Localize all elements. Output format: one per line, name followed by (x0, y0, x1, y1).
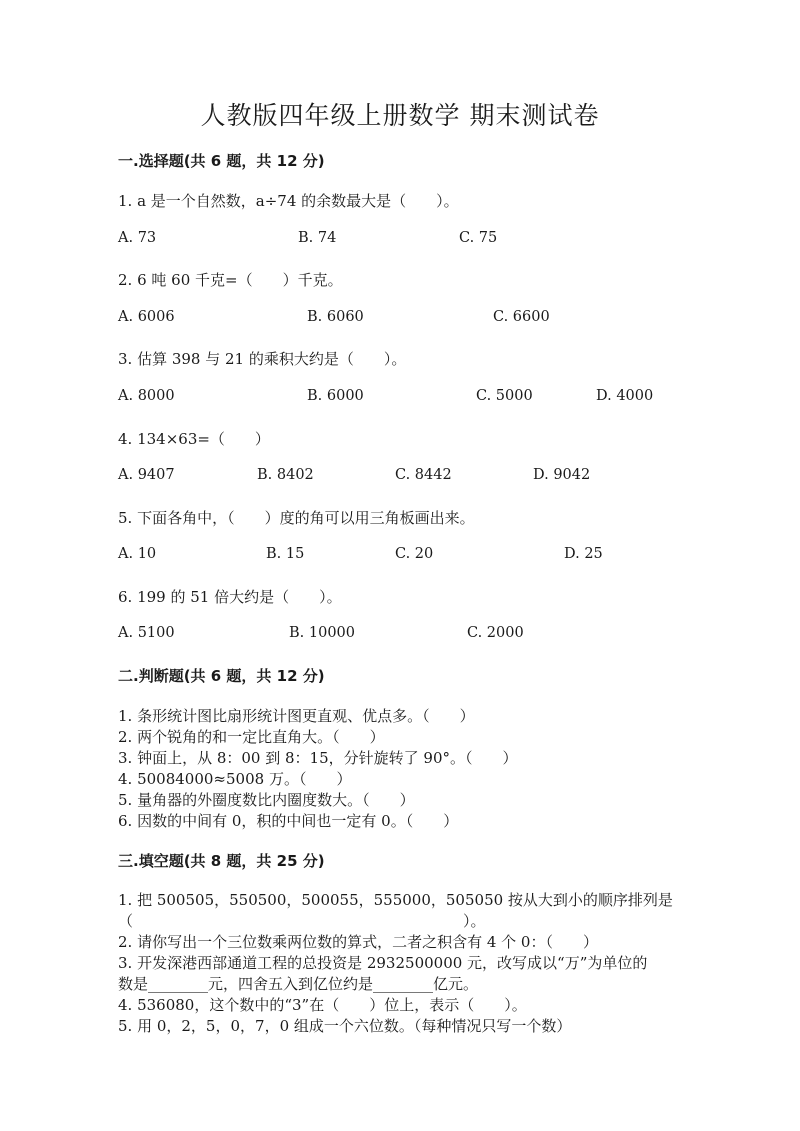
option: D. 25 (564, 546, 603, 562)
section-heading-choice: 一.选择题(共 6 题，共 12 分) (118, 152, 325, 170)
option: B. 6060 (307, 309, 364, 325)
question-stem: 4. 134×63=（ ） (118, 430, 270, 448)
judgment-item: 3. 钟面上，从 8：00 到 8：15，分针旋转了 90°。（ ） (118, 749, 518, 767)
judgment-item: 6. 因数的中间有 0，积的中间也一定有 0。（ ） (118, 812, 459, 830)
option: B. 74 (298, 230, 337, 246)
section-heading-judgment: 二.判断题(共 6 题，共 12 分) (118, 667, 325, 685)
option: C. 2000 (467, 625, 524, 641)
fill-item-line: 数是________元，四舍五入到亿位约是________亿元。 (118, 975, 479, 993)
question-stem: 3. 估算 398 与 21 的乘积大约是（ ）。 (118, 350, 407, 368)
fill-item-line: 1. 把 500505，550500，500055，555000，505050 按从大到小的顺序排列是 (118, 891, 673, 909)
option: C. 20 (395, 546, 434, 562)
option: A. 10 (118, 546, 157, 562)
judgment-item: 4. 50084000≈5008 万。（ ） (118, 770, 352, 788)
option: B. 6000 (307, 388, 364, 404)
option: A. 6006 (118, 309, 175, 325)
option: A. 73 (118, 230, 157, 246)
section-heading-fill: 三.填空题(共 8 题，共 25 分) (118, 852, 325, 870)
fill-item-line: 2. 请你写出一个三位数乘两位数的算式，二者之积含有 4 个 0：（ ） (118, 933, 598, 951)
judgment-item: 1. 条形统计图比扇形统计图更直观、优点多。（ ） (118, 707, 475, 725)
option: C. 5000 (476, 388, 533, 404)
option: A. 8000 (118, 388, 175, 404)
fill-item-line: 5. 用 0，2，5，0，7，0 组成一个六位数。（每种情况只写一个数） (118, 1017, 572, 1035)
option: A. 5100 (118, 625, 175, 641)
question-stem: 2. 6 吨 60 千克=（ ）千克。 (118, 271, 343, 289)
question-stem: 1. a 是一个自然数，a÷74 的余数最大是（ ）。 (118, 192, 459, 210)
fill-item-line: （ ）。 (118, 912, 486, 930)
fill-item-line: 4. 536080，这个数中的“3”在（ ）位上，表示（ ）。 (118, 996, 527, 1014)
page-title: 人教版四年级上册数学 期末测试卷 (200, 101, 600, 130)
option: A. 9407 (118, 467, 175, 483)
option: D. 4000 (596, 388, 654, 404)
option: B. 10000 (289, 625, 356, 641)
judgment-item: 2. 两个锐角的和一定比直角大。（ ） (118, 728, 385, 746)
fill-item-line: 3. 开发深港西部通道工程的总投资是 2932500000 元，改写成以“万”为单位的 (118, 954, 648, 972)
option: C. 6600 (493, 309, 550, 325)
option: B. 8402 (257, 467, 314, 483)
option: B. 15 (266, 546, 305, 562)
option: C. 8442 (395, 467, 452, 483)
judgment-item: 5. 量角器的外圈度数比内圈度数大。（ ） (118, 791, 415, 809)
option: C. 75 (459, 230, 498, 246)
question-stem: 5. 下面各角中，（ ）度的角可以用三角板画出来。 (118, 509, 475, 527)
option: D. 9042 (533, 467, 591, 483)
question-stem: 6. 199 的 51 倍大约是（ ）。 (118, 588, 342, 606)
